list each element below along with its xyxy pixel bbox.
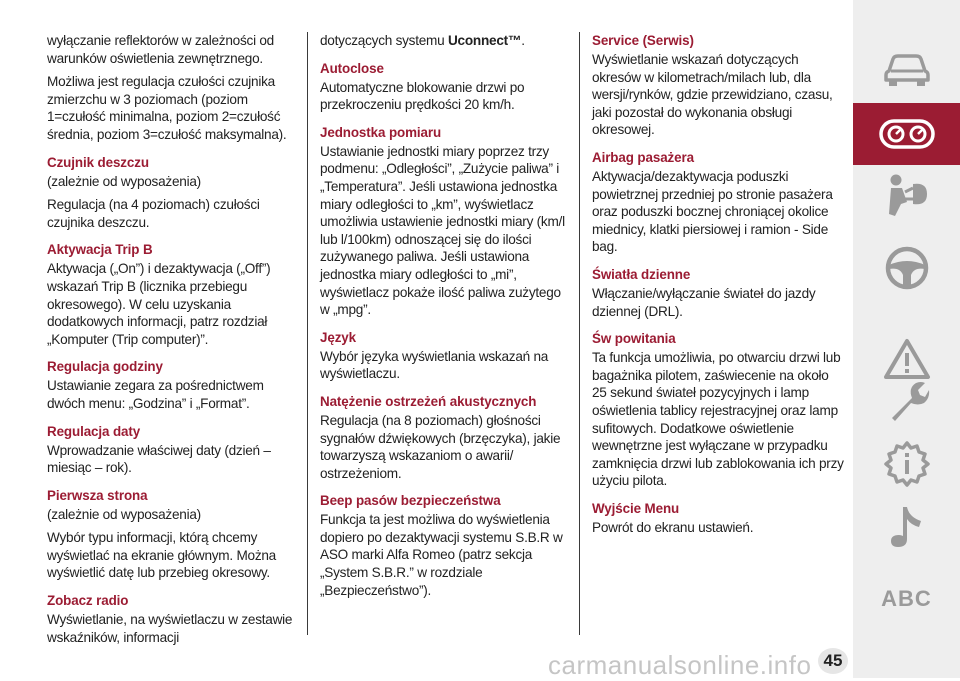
- page-number: 45: [818, 648, 848, 674]
- chapter-sidebar: [853, 0, 960, 678]
- chapter-tab-car[interactable]: [853, 38, 960, 100]
- column-divider: [579, 32, 580, 635]
- paragraph: Powrót do ekranu ustawień.: [592, 519, 754, 535]
- music-note-icon: [887, 503, 927, 551]
- section-heading: Zobacz radio: [47, 593, 129, 609]
- section-heading: Regulacja daty: [47, 423, 141, 439]
- watermark: carmanualsonline.info: [548, 650, 812, 680]
- paragraph: Wybór typu informacji, którą chcemy wyświetlać na ekranie głównym. Można wyświetlić datę lub przebieg okresowy.: [47, 530, 276, 581]
- section-heading: Wyjście Menu: [592, 500, 680, 516]
- text-column-left: [47, 32, 297, 652]
- technical-data-icon: [883, 440, 931, 488]
- section-heading: Pierwsza strona: [47, 487, 148, 503]
- chapter-tab-safety[interactable]: [853, 165, 960, 227]
- paragraph: Ta funkcja umożliwia, po otwarciu drzwi lub bagażnika pilotem, zaświecenie na około 25 sekund świateł pozycyjnych i lamp oświetlenia tablicy rejestracyjnej oraz lamp sufitowych. Dodatkowe oświetlenie wewnętrzne jest wyłączane w przypadku zamknięcia drzwi lub zablokowania ich przy użyciu pilota.: [592, 350, 844, 489]
- paragraph: Wprowadzanie właściwej daty (dzień – miesiąc – rok).: [47, 442, 271, 476]
- car-icon: [883, 51, 931, 87]
- paragraph: Możliwa jest regulacja czułości czujnika zmierzchu w 3 poziomach (poziom 1=czułość minimalna, poziom 2=czułość średnia, poziom 3=czułość maksymalna).: [47, 74, 287, 142]
- section-heading: Autoclose: [320, 60, 384, 76]
- section-heading: Czujnik deszczu: [47, 154, 149, 170]
- paragraph: Aktywacja/dezaktywacja poduszki powietrznej przedniej po stronie pasażera oraz poduszki bocznej chroniącej okolice miednicy, klatki piersiowej i ramion - Side bag.: [592, 168, 833, 255]
- section-heading: Airbag pasażera: [592, 149, 694, 165]
- chapter-tab-driving[interactable]: [853, 237, 960, 299]
- paragraph: Ustawianie jednostki miary poprzez trzy podmenu: „Odległości”, „Zużycie paliwa” i „Temperatura”. Jeśli ustawiona jednostka miary odległości to „km”, wyświetlacz umożliwia ustawienie jednostki miary (km/l lub l/100km) odnoszącej się do ilości zużywanego paliwa. Jeśli ustawiona jednostka miary odległości to „mi”, wyświetlacz pokaże ilość paliwa zużytego w „mpg”.: [320, 143, 565, 318]
- section-heading: Service (Serwis): [592, 33, 694, 48]
- chapter-tab-index[interactable]: [853, 568, 960, 630]
- section-heading: Język: [320, 329, 356, 345]
- paragraph: Regulacja (na 4 poziomach) czułości czujnika deszczu.: [47, 197, 260, 230]
- steering-wheel-icon: [884, 245, 930, 291]
- paragraph: Regulacja (na 8 poziomach) głośności sygnałów dźwiękowych (brzęczyka), jakie towarzyszą wskazaniom o awarii/ ostrzeżeniom.: [320, 412, 561, 481]
- paragraph: Wybór języka wyświetlania wskazań na wyświetlaczu.: [320, 348, 549, 382]
- paragraph: (zależnie od wyposażenia): [47, 173, 201, 189]
- chapter-tab-technical-data[interactable]: [853, 433, 960, 495]
- text-column-right: [592, 32, 844, 542]
- instrument-panel-icon: [879, 119, 935, 149]
- paragraph: dotyczących systemu Uconnect™.: [320, 33, 525, 48]
- seat-belt-airbag-icon: [883, 172, 931, 220]
- section-heading: Aktywacja Trip B: [47, 242, 153, 258]
- section-heading: Beep pasów bezpieczeństwa: [320, 493, 501, 509]
- paragraph: Włączanie/wyłączanie świateł do jazdy dziennej (DRL).: [592, 285, 816, 319]
- section-heading: Natężenie ostrzeżeń akustycznych: [320, 393, 537, 409]
- chapter-tab-multimedia[interactable]: [853, 496, 960, 558]
- paragraph: wyłączanie reflektorów w zależności od warunków oświetlenia zewnętrznego.: [47, 33, 274, 66]
- section-heading: Św powitania: [592, 331, 676, 347]
- paragraph: Aktywacja („On”) i dezaktywacja („Off”) wskazań Trip B (licznika przebiegu okresowego). W celu uzyskania dodatkowych informacji, patrz rozdział „Komputer (Trip computer)”.: [47, 261, 271, 347]
- paragraph: Wyświetlanie wskazań dotyczących okresów w kilometrach/milach lub, dla wersji/rynków, gdzie przewidziano, czasu, jaki pozostał do wykonania obsługi okresowej.: [592, 52, 833, 138]
- paragraph: Automatyczne blokowanie drzwi po przekroczeniu prędkości 20 km/h.: [320, 79, 525, 113]
- paragraph: Wyświetlanie, na wyświetlaczu w zestawie wskaźników, informacji: [47, 612, 293, 645]
- section-heading: Regulacja godziny: [47, 359, 163, 375]
- chapter-tab-instrument-panel[interactable]: [853, 103, 960, 165]
- section-heading: Jednostka pomiaru: [320, 124, 442, 140]
- wrench-icon: [884, 378, 930, 424]
- paragraph: Funkcja ta jest możliwa do wyświetlenia dopiero po dezaktywacji systemu S.B.R w ASO marki Alfa Romeo (patrz sekcja „System S.B.R.” w rozdziale „Bezpieczeństwo”).: [320, 512, 563, 598]
- column-divider: [307, 32, 308, 635]
- text-column-middle: [320, 32, 570, 605]
- paragraph: (zależnie od wyposażenia): [47, 506, 201, 522]
- section-heading: Światła dzienne: [592, 266, 691, 282]
- paragraph: Ustawianie zegara za pośrednictwem dwóch menu: „Godzina” i „Format”.: [47, 378, 264, 411]
- chapter-tab-maintenance[interactable]: [853, 370, 960, 432]
- abc-index-label: ABC: [881, 586, 932, 611]
